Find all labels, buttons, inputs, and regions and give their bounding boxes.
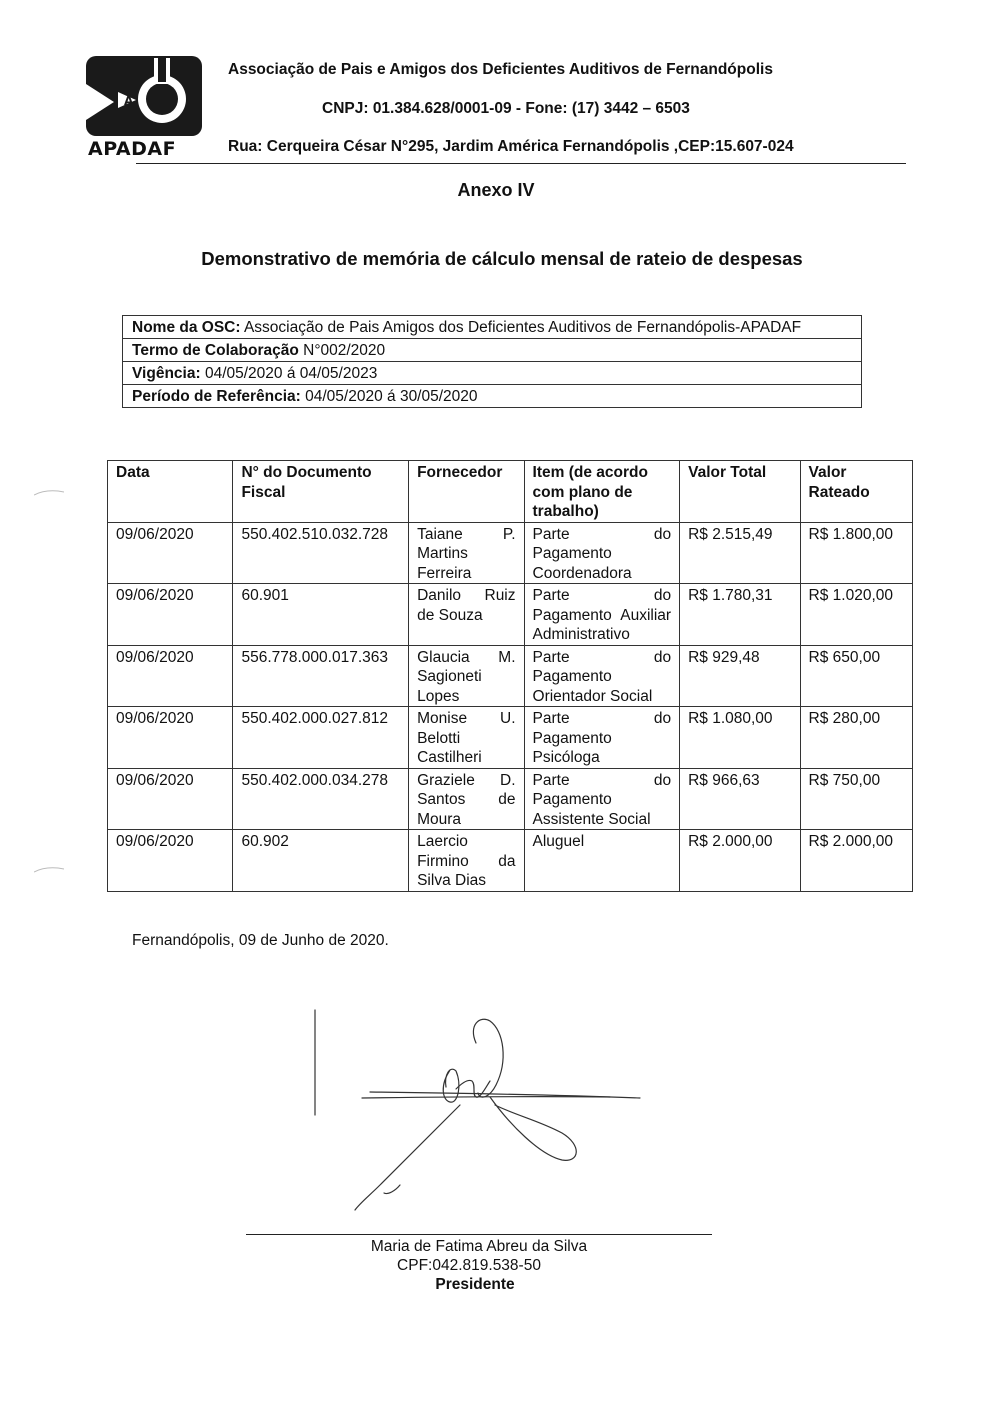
cell-supplier: Taiane P. Martins Ferreira bbox=[409, 522, 524, 584]
cell-supplier: Glaucia M. Sagioneti Lopes bbox=[409, 645, 524, 707]
info-termo bbox=[123, 339, 861, 362]
periodo-label: Período de Referência: bbox=[132, 388, 301, 405]
osc-value: Associação de Pais Amigos dos Deficientes Auditivos de Fernandópolis-APADAF bbox=[240, 319, 802, 336]
cell-item: Aluguel bbox=[524, 830, 680, 892]
cell-total: R$ 1.780,31 bbox=[680, 584, 800, 646]
cell-supplier: Monise U. Belotti Castilheri bbox=[409, 707, 524, 769]
info-vigencia bbox=[123, 362, 861, 385]
termo-value: N°002/2020 bbox=[298, 342, 386, 359]
svg-text:A: A bbox=[124, 94, 134, 108]
cell-rateado: R$ 650,00 bbox=[800, 645, 912, 707]
expenses-table bbox=[107, 460, 913, 892]
cnpj-phone: CNPJ: 01.384.628/0001-09 - Fone: (17) 3442 – 6503 bbox=[322, 100, 690, 117]
document-title: Demonstrativo de memória de cálculo mensal de rateio de despesas bbox=[201, 248, 803, 269]
cell-document: 60.902 bbox=[233, 830, 409, 892]
organization-name: Associação de Pais e Amigos dos Deficientes Auditivos de Fernandópolis bbox=[228, 61, 773, 78]
cell-total: R$ 2.515,49 bbox=[680, 522, 800, 584]
cell-total: R$ 2.000,00 bbox=[680, 830, 800, 892]
cell-item: Parte do Pagamento Orientador Social bbox=[524, 645, 680, 707]
cell-date: 09/06/2020 bbox=[108, 584, 233, 646]
signature-line bbox=[246, 1234, 712, 1235]
handwritten-signature bbox=[300, 1005, 660, 1225]
cell-supplier: Graziele D. Santos de Moura bbox=[409, 768, 524, 830]
header-total: Valor Total bbox=[680, 461, 800, 523]
cell-supplier: Danilo Ruiz de Souza bbox=[409, 584, 524, 646]
cell-rateado: R$ 1.800,00 bbox=[800, 522, 912, 584]
header-supplier: Fornecedor bbox=[409, 461, 524, 523]
signatory-name: Maria de Fatima Abreu da Silva bbox=[370, 1238, 588, 1255]
table-row bbox=[108, 768, 913, 830]
cell-document: 556.778.000.017.363 bbox=[233, 645, 409, 707]
table-row bbox=[108, 522, 913, 584]
place-and-date: Fernandópolis, 09 de Junho de 2020. bbox=[132, 932, 389, 949]
cell-rateado: R$ 2.000,00 bbox=[800, 830, 912, 892]
cell-date: 09/06/2020 bbox=[108, 707, 233, 769]
cell-document: 60.901 bbox=[233, 584, 409, 646]
logo-text: APADAF bbox=[88, 138, 177, 160]
info-periodo bbox=[123, 385, 861, 407]
cell-item: Parte do Pagamento Psicóloga bbox=[524, 707, 680, 769]
cell-rateado: R$ 750,00 bbox=[800, 768, 912, 830]
cell-item: Parte do Pagamento Coordenadora bbox=[524, 522, 680, 584]
cell-supplier: Laercio Firmino da Silva Dias bbox=[409, 830, 524, 892]
periodo-value: 04/05/2020 á 30/05/2020 bbox=[300, 388, 478, 405]
cell-item: Parte do Pagamento Auxiliar Administrativo bbox=[524, 584, 680, 646]
header-divider bbox=[136, 163, 906, 164]
table-row bbox=[108, 584, 913, 646]
cell-date: 09/06/2020 bbox=[108, 522, 233, 584]
cell-total: R$ 1.080,00 bbox=[680, 707, 800, 769]
cell-rateado: R$ 280,00 bbox=[800, 707, 912, 769]
osc-label: Nome da OSC: bbox=[132, 319, 241, 336]
cell-date: 09/06/2020 bbox=[108, 768, 233, 830]
header-item: Item (de acordo com plano de trabalho) bbox=[524, 461, 680, 523]
header-data: Data bbox=[108, 461, 233, 523]
cell-total: R$ 929,48 bbox=[680, 645, 800, 707]
header-document: N° do Documento Fiscal bbox=[233, 461, 409, 523]
annex-label: Anexo IV bbox=[457, 180, 535, 200]
vigencia-label: Vigência: bbox=[132, 365, 201, 382]
cell-total: R$ 966,63 bbox=[680, 768, 800, 830]
cell-rateado: R$ 1.020,00 bbox=[800, 584, 912, 646]
table-header-row bbox=[108, 461, 913, 523]
signatory-cpf: CPF:042.819.538-50 bbox=[397, 1257, 541, 1274]
scan-mark bbox=[34, 866, 64, 874]
cell-date: 09/06/2020 bbox=[108, 830, 233, 892]
info-box bbox=[122, 315, 862, 408]
termo-label: Termo de Colaboração bbox=[132, 342, 299, 359]
table-row bbox=[108, 645, 913, 707]
cell-document: 550.402.510.032.728 bbox=[233, 522, 409, 584]
cell-document: 550.402.000.034.278 bbox=[233, 768, 409, 830]
vigencia-value: 04/05/2020 á 04/05/2023 bbox=[200, 365, 378, 382]
signatory-role: Presidente bbox=[435, 1276, 515, 1293]
address: Rua: Cerqueira César N°295, Jardim América Fernandópolis ,CEP:15.607-024 bbox=[228, 138, 794, 155]
table-row bbox=[108, 830, 913, 892]
cell-date: 09/06/2020 bbox=[108, 645, 233, 707]
header-rateado: Valor Rateado bbox=[800, 461, 912, 523]
scan-mark bbox=[34, 489, 64, 497]
info-osc bbox=[123, 316, 861, 339]
table-row bbox=[108, 707, 913, 769]
cell-item: Parte do Pagamento Assistente Social bbox=[524, 768, 680, 830]
cell-document: 550.402.000.027.812 bbox=[233, 707, 409, 769]
